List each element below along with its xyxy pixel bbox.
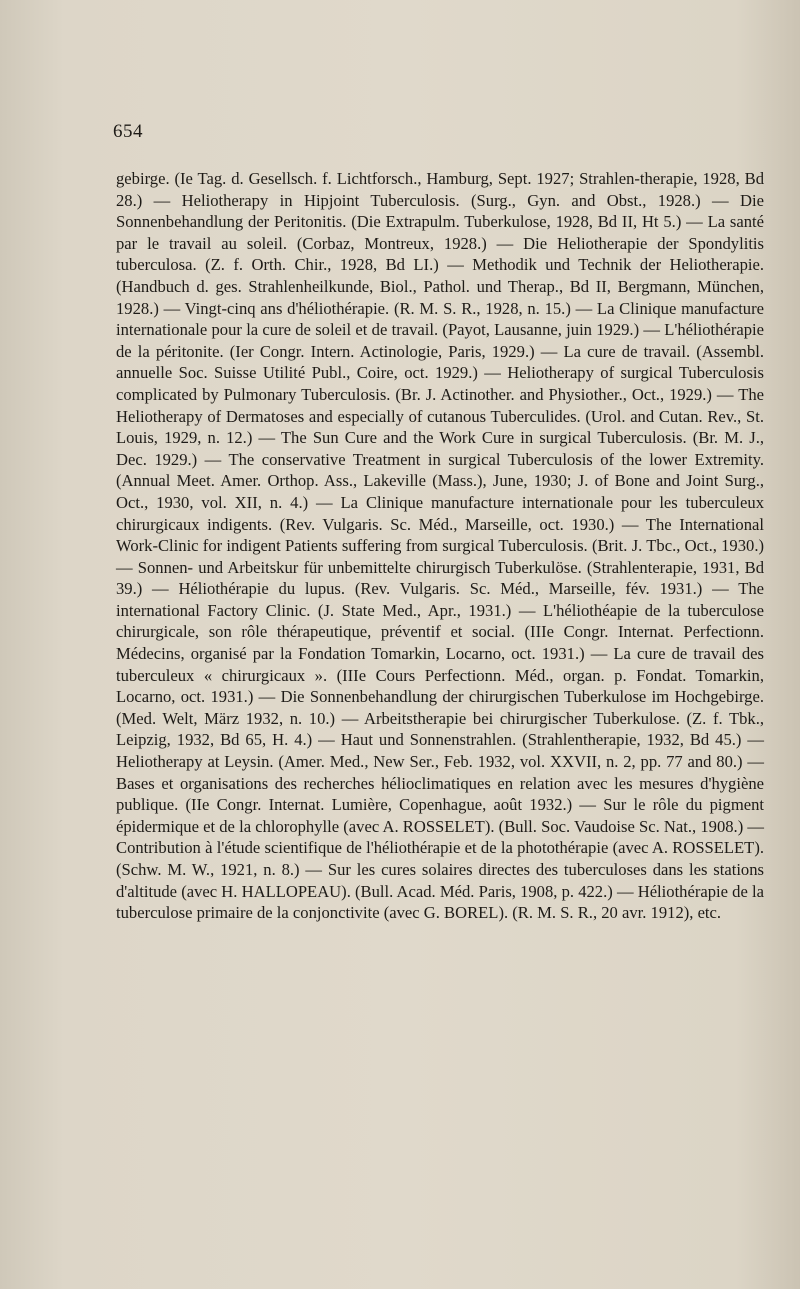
bibliography-paragraph: gebirge. (Ie Tag. d. Gesellsch. f. Lichtforsch., Hamburg, Sept. 1927; Strahlen-therapie, 1928, Bd 28.) — Heliotherapy in Hipjoint Tuberculosis. (Surg., Gyn. and Obst., 1928.) — Die Sonnenbehandlung der Peritonitis. (Die Extrapulm. Tuberkulose, 1928, Bd II, Ht 5.) — La santé par le travail au soleil. (Corbaz, Montreux, 1928.) — Die Heliotherapie der Spondylitis tuberculosa. (Z. f. Orth. Chir., 1928, Bd LI.) — Methodik und Technik der Heliotherapie. (Handbuch d. ges. Strahlenheilkunde, Biol., Pathol. und Therap., Bd II, Bergmann, München, 1928.) — Vingt-cinq ans d'héliothérapie. (R. M. S. R., 1928, n. 15.) — La Clinique manufacture internationale pour la cure de soleil et de travail. (Payot, Lausanne, juin 1929.) — L'héliothérapie de la péritonite. (Ier Congr. Intern. Actinologie, Paris, 1929.) — La cure de travail. (Assembl. annuelle Soc. Suisse Utilité Publ., Coire, oct. 1929.) — Heliotherapy of surgical Tuberculosis complicated by Pulmonary Tuberculosis. (Br. J. Actinother. and Physiother., Oct., 1929.) — The Heliotherapy of Dermatoses and especially of cutanous Tuberculides. (Urol. and Cutan. Rev., St. Louis, 1929, n. 12.) — The Sun Cure and the Work Cure in surgical Tuberculosis. (Br. M. J., Dec. 1929.) — The conservative Treatment in surgical Tuberculosis of the lower Extremity. (Annual Meet. Amer. Orthop. Ass., Lakeville (Mass.), June, 1930; J. of Bone and Joint Surg., Oct., 1930, vol. XII, n. 4.) — La Clinique manufacture internationale pour les tuberculeux chirurgicaux indigents. (Rev. Vulgaris. Sc. Méd., Marseille, oct. 1930.) — The International Work-Clinic for indigent Patients suffering from surgical Tuberculosis. (Brit. J. Tbc., Oct., 1930.) — Sonnen- und Arbeitskur für unbemittelte chirurgisch Tuberkulöse. (Strahlenterapie, 1931, Bd 39.) — Héliothérapie du lupus. (Rev. Vulgaris. Sc. Méd., Marseille, fév. 1931.) — The international Factory Clinic. (J. State Med., Apr., 1931.) — L'héliothéapie de la tuberculose chirurgicale, son rôle thérapeutique, préventif et social. (IIIe Congr. Internat. Perfectionn. Médecins, organisé par la Fondation Tomarkin, Locarno, oct. 1931.) — La cure de travail des tuberculeux « chirurgicaux ». (IIIe Cours Perfectionn. Méd., organ. p. Fondat. Tomarkin, Locarno, oct. 1931.) — Die Sonnenbehandlung der chirurgischen Tuberkulose im Hochgebirge. (Med. Welt, März 1932, n. 10.) — Arbeitstherapie bei chirurgischer Tuberkulose. (Z. f. Tbk., Leipzig, 1932, Bd 65, H. 4.) — Haut und Sonnenstrahlen. (Strahlentherapie, 1932, Bd 45.) — Heliotherapy at Leysin. (Amer. Med., New Ser., Feb. 1932, vol. XXVII, n. 2, pp. 77 and 80.) —Bases et organisations des recherches hélioclimatiques en relation avec les mesures d'hygiène publique. (IIe Congr. Internat. Lumière, Copenhague, août 1932.) — Sur le rôle du pigment épidermique et de la chlorophylle (avec A. ROSSELET). (Bull. Soc. Vaudoise Sc. Nat., 1908.) — Contribution à l'étude scientifique de l'héliothérapie et de la photothérapie (avec A. ROSSELET). (Schw. M. W., 1921, n. 8.) — Sur les cures solaires directes des tuberculoses dans les stations d'altitude (avec H. HALLOPEAU). (Bull. Acad. Méd. Paris, 1908, p. 422.) — Héliothérapie de la tuberculose primaire de la conjonctivite (avec G. BOREL). (R. M. S. R., 20 avr. 1912), etc. — [116, 169, 764, 923]
bibliography-text — [116, 168, 764, 924]
page-number: 654 — [113, 121, 143, 142]
